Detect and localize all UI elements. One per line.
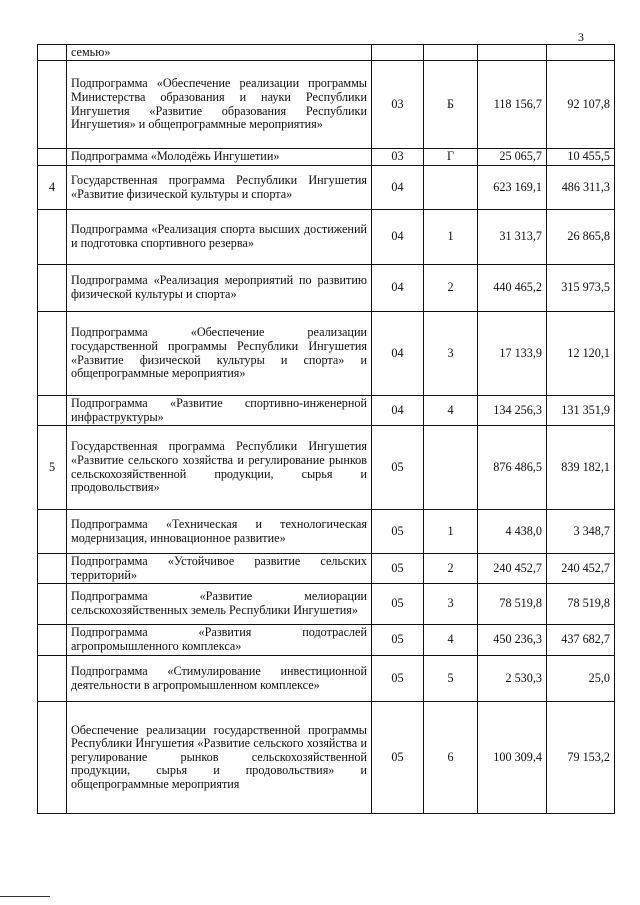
- cell-text: 5: [48, 459, 56, 474]
- cell-code-1: [372, 625, 424, 656]
- cell-text: 1: [447, 523, 454, 538]
- cell-v-2: [547, 312, 615, 396]
- cell-text: 79 153,2: [567, 749, 610, 764]
- cell-num: [38, 702, 67, 814]
- cell-code-2: [424, 210, 478, 265]
- cell-text: 78 519,8: [567, 596, 610, 611]
- cell-code-2: [424, 45, 478, 61]
- cell-text: 839 182,1: [561, 459, 610, 474]
- table-row: [38, 426, 615, 510]
- table-row: [38, 554, 615, 584]
- cell-name: [67, 149, 372, 166]
- table-row: [38, 166, 615, 210]
- cell-text: 315 973,5: [561, 280, 610, 295]
- table-row: [38, 625, 615, 656]
- cell-name: [67, 45, 372, 61]
- cell-text: 92 107,8: [567, 96, 610, 111]
- cell-text: Подпрограмма «Развития подотраслей агропромышленного комплекса»: [71, 625, 367, 653]
- table-row: [38, 312, 615, 396]
- cell-text: Подпрограмма «Развитие мелиорации сельскохозяйственных земель Республики Ингушетия»: [71, 589, 367, 617]
- cell-text: 6: [447, 749, 454, 764]
- cell-text: Подпрограмма «Техническая и технологическая модернизация, инновационное развитие»: [71, 516, 367, 545]
- cell-text: 100 309,4: [493, 749, 542, 764]
- cell-text: 623 169,1: [493, 179, 542, 194]
- cell-v-2: [547, 426, 615, 510]
- cell-text: 3: [447, 596, 454, 611]
- cell-text: Подпрограмма «Развитие спортивно-инженерной инфраструктуры»: [71, 395, 367, 424]
- cell-code-2: [424, 61, 478, 149]
- cell-v-1: [478, 510, 547, 554]
- cell-code-2: [424, 396, 478, 426]
- cell-num: [38, 312, 67, 396]
- cell-text: 4: [447, 632, 454, 647]
- cell-name: [67, 554, 372, 584]
- cell-num: [38, 265, 67, 312]
- cell-text: Г: [446, 149, 455, 164]
- cell-name: [67, 584, 372, 625]
- cell-name: [67, 625, 372, 656]
- cell-code-1: [372, 702, 424, 814]
- cell-code-2: [424, 426, 478, 510]
- cell-code-2: [424, 265, 478, 312]
- cell-text: 04: [391, 402, 404, 417]
- cell-num: [38, 149, 67, 166]
- cell-code-2: [424, 625, 478, 656]
- cell-code-1: [372, 166, 424, 210]
- cell-num: [38, 625, 67, 656]
- cell-v-2: [547, 265, 615, 312]
- table-row: [38, 396, 615, 426]
- cell-text: 05: [391, 749, 404, 764]
- cell-text: 05: [391, 670, 404, 685]
- cell-name: [67, 61, 372, 149]
- cell-v-1: [478, 656, 547, 702]
- table-row: [38, 584, 615, 625]
- cell-text: 12 120,1: [567, 345, 610, 360]
- cell-v-2: [547, 554, 615, 584]
- cell-v-1: [478, 149, 547, 166]
- cell-text: 486 311,3: [561, 179, 610, 194]
- cell-v-1: [478, 584, 547, 625]
- cell-text: 134 256,3: [493, 402, 542, 417]
- cell-text: 4: [447, 402, 454, 417]
- cell-name: [67, 426, 372, 510]
- cell-code-2: [424, 554, 478, 584]
- cell-v-1: [478, 45, 547, 61]
- cell-v-1: [478, 210, 547, 265]
- cell-name: [67, 702, 372, 814]
- budget-table: [37, 44, 615, 814]
- cell-text: 10 455,5: [567, 149, 610, 164]
- cell-v-2: [547, 625, 615, 656]
- cell-text: 118 156,7: [493, 96, 542, 111]
- cell-v-2: [547, 149, 615, 166]
- cell-text: 437 682,7: [561, 632, 610, 647]
- table-row: [38, 510, 615, 554]
- cell-name: [67, 396, 372, 426]
- cell-code-1: [372, 656, 424, 702]
- cell-text: 04: [391, 179, 404, 194]
- cell-text: 240 452,7: [493, 560, 542, 575]
- cell-code-2: [424, 166, 478, 210]
- cell-num: [38, 426, 67, 510]
- cell-v-2: [547, 702, 615, 814]
- cell-text: 26 865,8: [567, 229, 610, 244]
- cell-text: Подпрограмма «Обеспечение реализации программы Министерства образования и науки Республики Ингушетия «Развитие образования Республики Ингушетия» и общепрограммные мероприятия»: [71, 76, 367, 132]
- cell-v-1: [478, 702, 547, 814]
- cell-num: [38, 61, 67, 149]
- cell-text: Подпрограмма «Реализация мероприятий по развитию физической культуры и спорта»: [71, 273, 367, 301]
- cell-num: [38, 396, 67, 426]
- cell-text: 240 452,7: [561, 560, 610, 575]
- cell-text: 04: [391, 280, 404, 295]
- cell-text: 05: [391, 560, 404, 575]
- cell-text: 131 351,9: [561, 402, 610, 417]
- cell-text: Государственная программа Республики Ингушетия «Развитие физической культуры и спорта»: [71, 172, 367, 201]
- cell-text: 25 065,7: [499, 149, 542, 164]
- cell-v-2: [547, 584, 615, 625]
- cell-num: [38, 656, 67, 702]
- cell-text: 2: [447, 280, 454, 295]
- cell-text: 17 133,9: [499, 345, 542, 360]
- cell-text: Подпрограмма «Реализация спорта высших достижений и подготовка спортивного резерва»: [71, 222, 367, 250]
- cell-code-1: [372, 426, 424, 510]
- cell-text: Подпрограмма «Стимулирование инвестиционной деятельности в агропромышленном комплексе»: [71, 663, 367, 692]
- cell-code-1: [372, 210, 424, 265]
- cell-text: Подпрограмма «Обеспечение реализации государственной программы Республики Ингушетия «Развитие физической культуры и спорта» и общепрограммные мероприятия»: [71, 325, 367, 381]
- cell-text: Подпрограмма «Молодёжь Ингушетии»: [71, 149, 280, 164]
- table-row: [38, 149, 615, 166]
- cell-text: 3 348,7: [573, 523, 610, 538]
- cell-num: [38, 166, 67, 210]
- cell-text: 2 530,3: [505, 670, 542, 685]
- cell-v-1: [478, 312, 547, 396]
- cell-name: [67, 265, 372, 312]
- cell-code-2: [424, 584, 478, 625]
- cell-code-1: [372, 45, 424, 61]
- cell-text: 25,0: [588, 670, 610, 685]
- cell-v-2: [547, 510, 615, 554]
- table-row: [38, 702, 615, 814]
- cell-text: 450 236,3: [493, 632, 542, 647]
- cell-text: Государственная программа Республики Ингушетия «Развитие сельского хозяйства и регулирование рынков сельскохозяйственной продукции, сырья и продовольствия»: [71, 439, 367, 495]
- cell-text: 440 465,2: [493, 280, 542, 295]
- table-row: [38, 210, 615, 265]
- cell-code-1: [372, 149, 424, 166]
- cell-text: Обеспечение реализации государственной программы Республики Ингушетия «Развитие сельского хозяйства и регулирование рынков сельскохозяйственной продукции, сырья и продовольствия» и общепрограммные мероприятия: [71, 722, 367, 791]
- cell-code-2: [424, 510, 478, 554]
- cell-text: 05: [391, 523, 404, 538]
- table-row: [38, 265, 615, 312]
- cell-num: [38, 584, 67, 625]
- cell-text: 5: [447, 670, 454, 685]
- cell-num: [38, 554, 67, 584]
- cell-code-1: [372, 510, 424, 554]
- cell-name: [67, 312, 372, 396]
- cell-code-2: [424, 656, 478, 702]
- cell-v-1: [478, 625, 547, 656]
- cell-code-2: [424, 149, 478, 166]
- cell-v-1: [478, 396, 547, 426]
- cell-v-2: [547, 166, 615, 210]
- cell-name: [67, 166, 372, 210]
- cell-v-1: [478, 426, 547, 510]
- cell-v-2: [547, 396, 615, 426]
- table-row: [38, 656, 615, 702]
- cell-text: 876 486,5: [493, 459, 542, 474]
- cell-text: 04: [391, 345, 404, 360]
- cell-text: 03: [391, 149, 404, 164]
- cell-text: 05: [391, 632, 404, 647]
- table-row: [38, 61, 615, 149]
- cell-code-1: [372, 584, 424, 625]
- cell-text: Подпрограмма «Устойчивое развитие сельских территорий»: [71, 553, 367, 582]
- cell-num: [38, 45, 67, 61]
- cell-text: Б: [447, 96, 454, 111]
- cell-text: 1: [447, 229, 454, 244]
- cell-text: 03: [391, 96, 404, 111]
- cell-code-1: [372, 312, 424, 396]
- cell-num: [38, 510, 67, 554]
- cell-code-1: [372, 396, 424, 426]
- cell-name: [67, 510, 372, 554]
- cell-v-2: [547, 45, 615, 61]
- cell-name: [67, 210, 372, 265]
- cell-text: 05: [391, 596, 404, 611]
- cell-text: 04: [391, 229, 404, 244]
- cell-v-1: [478, 61, 547, 149]
- cell-text: семью»: [71, 44, 111, 59]
- page-number: 3: [578, 30, 584, 44]
- cell-text: 05: [391, 459, 404, 474]
- cell-text: 4: [48, 179, 56, 194]
- cell-code-2: [424, 312, 478, 396]
- cell-code-1: [372, 554, 424, 584]
- cell-v-1: [478, 166, 547, 210]
- cell-num: [38, 210, 67, 265]
- table-row: [38, 45, 615, 61]
- cell-text: 4 438,0: [505, 523, 542, 538]
- cell-name: [67, 656, 372, 702]
- cell-text: 78 519,8: [499, 596, 542, 611]
- cell-text: 2: [447, 560, 454, 575]
- cell-text: 3: [447, 345, 454, 360]
- cell-code-1: [372, 61, 424, 149]
- cell-v-1: [478, 265, 547, 312]
- cell-v-2: [547, 656, 615, 702]
- table-body: [38, 45, 615, 814]
- cell-code-1: [372, 265, 424, 312]
- cell-v-1: [478, 554, 547, 584]
- cell-v-2: [547, 61, 615, 149]
- cell-text: 31 313,7: [499, 229, 542, 244]
- cell-v-2: [547, 210, 615, 265]
- cell-code-2: [424, 702, 478, 814]
- footer-rule: [0, 896, 50, 897]
